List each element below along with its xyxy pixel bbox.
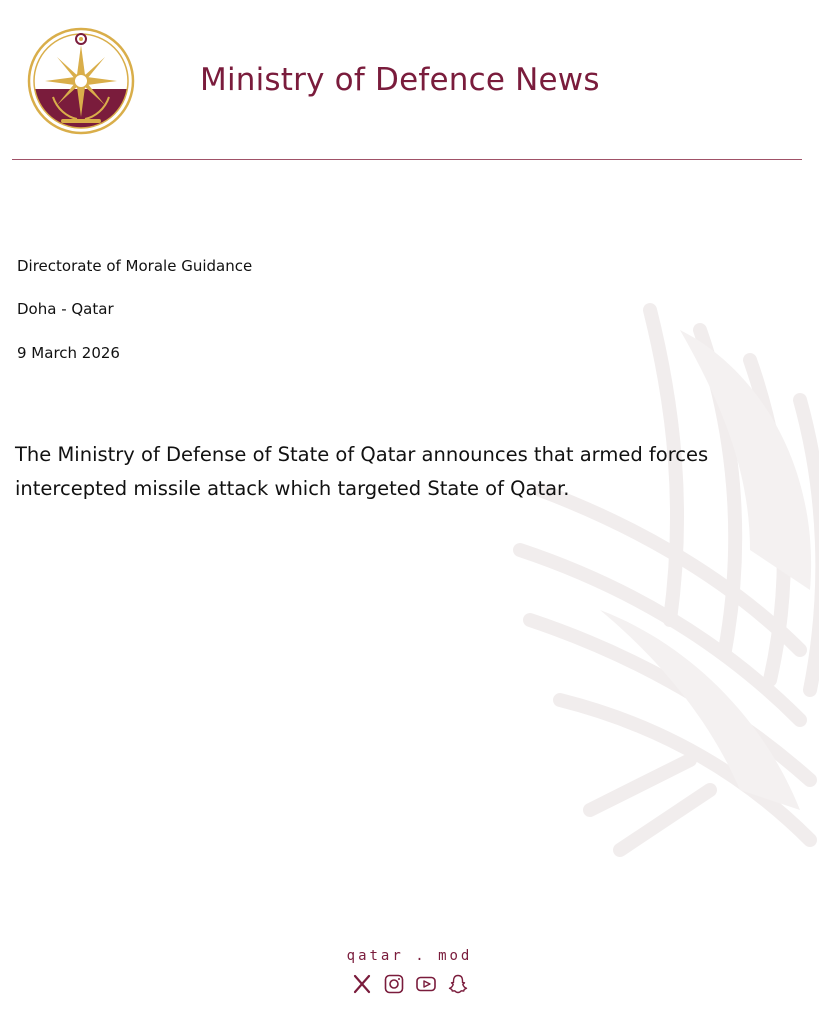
location-label: Doha - Qatar: [17, 300, 114, 318]
snapchat-icon[interactable]: [447, 973, 469, 995]
x-icon[interactable]: [351, 973, 373, 995]
announcement-text: The Ministry of Defense of State of Qatar announces that armed forces intercepted missile attack which targeted State of Qatar.: [15, 443, 709, 500]
page-title: Ministry of Defence News: [200, 62, 600, 98]
instagram-icon[interactable]: [383, 973, 405, 995]
social-links: [0, 973, 819, 995]
date-label: 9 March 2026: [17, 344, 120, 362]
header-divider: [12, 159, 802, 160]
social-handle: qatar . mod: [346, 948, 473, 964]
falcon-watermark-icon: [500, 290, 819, 890]
directorate-label: Directorate of Morale Guidance: [17, 257, 253, 275]
youtube-icon[interactable]: [415, 973, 437, 995]
ministry-emblem-icon: [27, 27, 135, 135]
